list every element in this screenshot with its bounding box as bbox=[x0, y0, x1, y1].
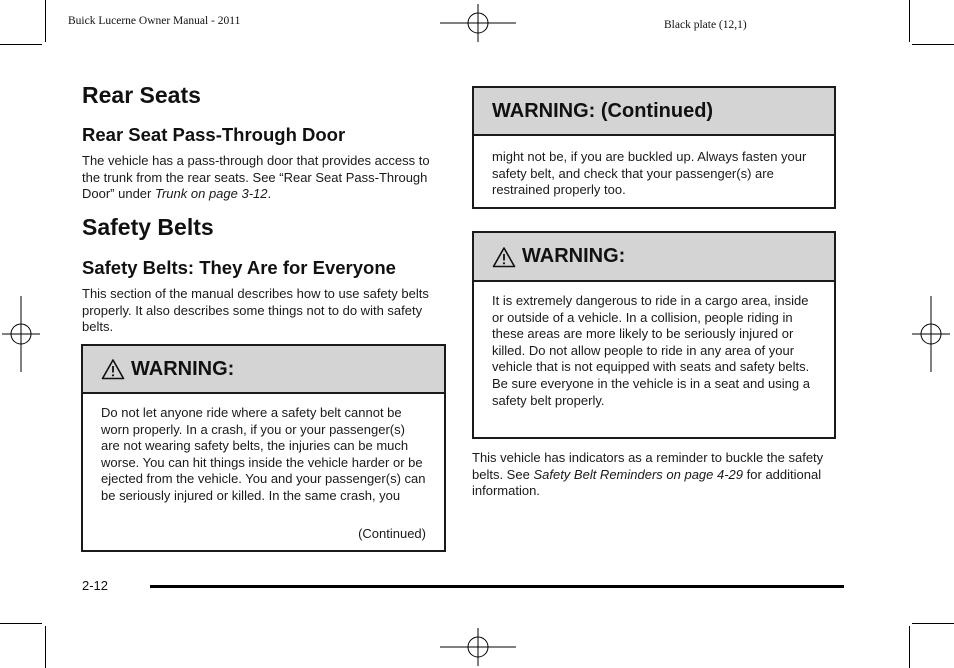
reminder-reference: Safety Belt Reminders on page 4-29 bbox=[533, 466, 744, 482]
crop-mark bbox=[45, 626, 46, 668]
plate-label: Black plate (12,1) bbox=[664, 19, 747, 31]
warning-continued-body: might not be, if you are buckled up. Always fasten your safety belt, and check that your passenger(s) are restrained properly too. bbox=[492, 149, 807, 198]
warning-triangle-icon bbox=[492, 246, 516, 268]
warning-header bbox=[83, 346, 444, 394]
crop-mark bbox=[45, 0, 46, 42]
warning-body-right: It is extremely dangerous to ride in a cargo area, inside or outside of a vehicle. In a collision, people riding in these areas are more likely to be seriously injured or killed. Do not allow people to ride in any area of your vehicle that is not equipped with seats and safety belts. Be sure everyone in the vehicle is in a seat and using a safety belt properly. bbox=[492, 293, 810, 408]
pass-through-paragraph bbox=[82, 153, 444, 203]
warning-title: WARNING: bbox=[131, 357, 235, 380]
page-number: 2-12 bbox=[82, 578, 109, 593]
warning-title-right: WARNING: bbox=[522, 245, 626, 267]
registration-mark-bottom bbox=[440, 628, 516, 666]
crop-mark bbox=[912, 44, 954, 45]
continued-label: (Continued) bbox=[358, 526, 426, 541]
registration-mark-top bbox=[440, 4, 516, 42]
warning-triangle-icon bbox=[101, 358, 125, 380]
warning-continued-header bbox=[474, 88, 834, 136]
warning-continued-title: WARNING: (Continued) bbox=[492, 99, 714, 122]
warning-box-right bbox=[472, 231, 836, 439]
trunk-reference: Trunk on page 3-12 bbox=[155, 186, 268, 201]
crop-mark bbox=[0, 623, 42, 624]
warning-box-left bbox=[81, 344, 446, 552]
crop-mark bbox=[0, 44, 42, 45]
pass-through-end: . bbox=[267, 186, 272, 201]
warning-header-right bbox=[474, 233, 834, 282]
section-title-safety-belts: Safety Belts bbox=[82, 214, 214, 240]
footer-rule bbox=[150, 585, 844, 588]
registration-mark-right bbox=[912, 296, 950, 372]
subsection-title-everyone: Safety Belts: They Are for Everyone bbox=[82, 257, 396, 278]
warning-body: Do not let anyone ride where a safety belt cannot be worn properly. In a crash, if you or your passenger(s) are not wearing safety belts, the injuries can be much worse. You can hit things inside the vehicle harder or be ejected from the vehicle. You and your passenger(s) can be seriously injured or killed. In the same crash, you bbox=[101, 405, 426, 503]
warning-continued-box bbox=[472, 86, 836, 209]
section-title-rear-seats: Rear Seats bbox=[82, 82, 201, 108]
manual-title: Buick Lucerne Owner Manual - 2011 bbox=[68, 15, 241, 27]
crop-mark bbox=[909, 626, 910, 668]
registration-mark-left bbox=[2, 296, 40, 372]
reminder-end: for additional information. bbox=[472, 466, 822, 498]
crop-mark bbox=[912, 623, 954, 624]
subsection-title-pass-through: Rear Seat Pass-Through Door bbox=[82, 124, 346, 145]
crop-mark bbox=[909, 0, 910, 42]
reminder-paragraph bbox=[472, 450, 834, 500]
reminder-text: This vehicle has indicators as a reminder to buckle the safety belts. See bbox=[472, 450, 824, 482]
everyone-paragraph: This section of the manual describes how to use safety belts properly. It also describes some things not to do with safety belts. bbox=[82, 286, 429, 334]
pass-through-text: The vehicle has a pass-through door that provides access to the trunk from the rear seats. See “Rear Seat Pass-Through Door” under bbox=[82, 153, 430, 201]
